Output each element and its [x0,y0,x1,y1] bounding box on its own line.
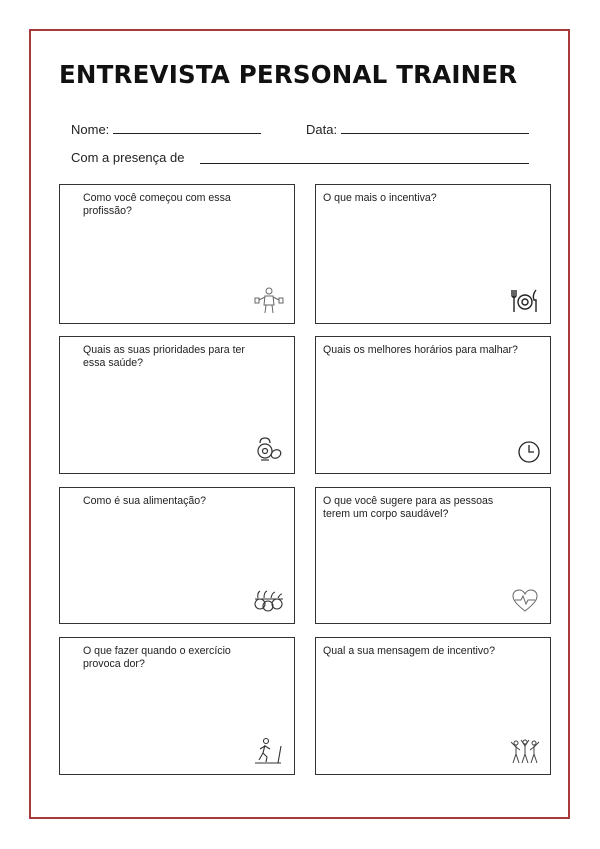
question-text: Qual a sua mensagem de incentivo? [323,645,495,657]
heartbeat-icon [508,585,542,615]
question-card-1[interactable] [59,184,295,324]
kettlebell-icon [252,435,286,465]
question-text: O que fazer quando o exercício provoca dor? [83,645,231,670]
presence-input-line[interactable] [200,163,529,164]
question-card-8[interactable] [315,637,551,775]
question-card-7[interactable] [59,637,295,775]
question-text: Quais os melhores horários para malhar? [323,344,518,356]
clock-icon [508,435,542,465]
date-input-line[interactable] [341,133,529,134]
question-card-2[interactable] [315,184,551,324]
question-text: Como você começou com essa profissão? [83,192,231,217]
vegetables-icon [252,585,286,615]
name-label: Nome: [71,122,110,137]
dumbbell-trainer-icon [252,285,286,315]
question-text: O que você sugere para as pessoas terem um corpo saudável? [323,495,494,520]
question-card-4[interactable] [315,336,551,474]
dancing-people-icon [508,736,542,766]
plate-cutlery-icon [508,285,542,315]
page-title: ENTREVISTA PERSONAL TRAINER [59,60,518,89]
name-input-line[interactable] [113,133,261,134]
treadmill-runner-icon [252,736,286,766]
question-text: O que mais o incentiva? [323,192,437,204]
date-label: Data: [306,122,338,137]
question-text: Como é sua alimentação? [83,495,207,507]
question-card-3[interactable] [59,336,295,474]
question-card-6[interactable] [315,487,551,624]
question-text: Quais as suas prioridades para ter essa saúde? [83,344,245,369]
question-card-5[interactable] [59,487,295,624]
presence-label: Com a presença de [71,150,185,165]
